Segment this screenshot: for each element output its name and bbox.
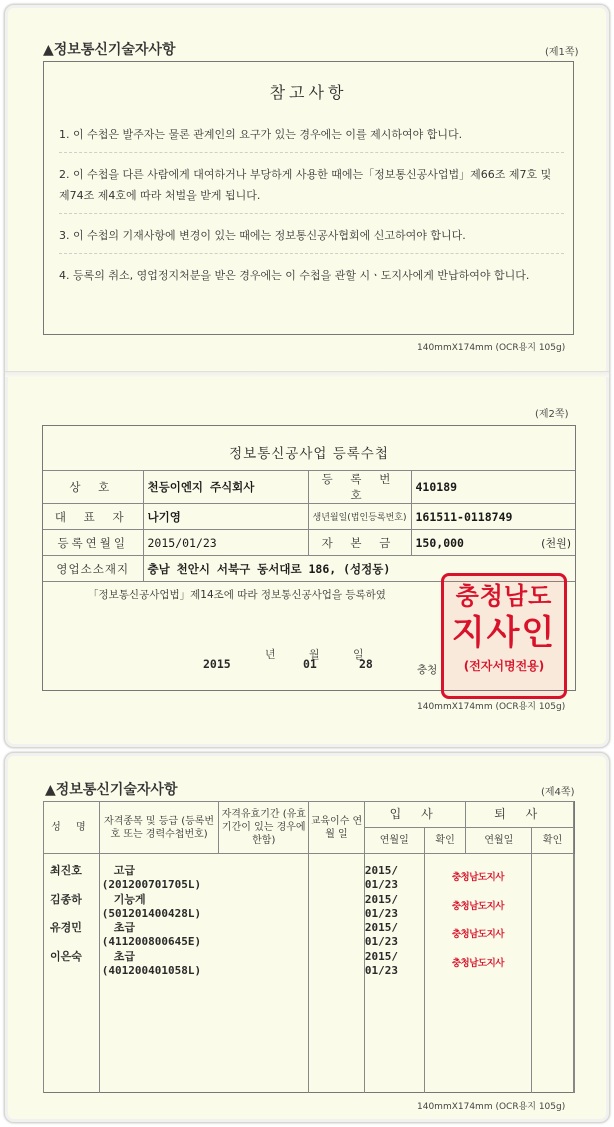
notes-box	[43, 61, 574, 335]
join-confirm-column	[424, 854, 531, 1093]
booklet-bottom-sheet	[4, 752, 610, 1123]
join-confirm-header: 확인	[424, 828, 466, 854]
qualification-number: (401200401058L)	[101, 964, 202, 978]
qualification-grade: 고급	[113, 864, 136, 877]
birth-label: 생년월일(법인등록번호)	[308, 504, 411, 530]
date-labels	[265, 646, 397, 662]
month-label: 월	[309, 648, 320, 661]
capital-amount: 150,000	[411, 530, 515, 556]
regdate-label: 등록연월일	[43, 530, 143, 556]
company-name: 천등이엔지 주식회사	[143, 471, 308, 504]
capital-label: 자 본 금	[308, 530, 411, 556]
paper-size-note: 140mmX174mm (OCR용지 105g)	[417, 1102, 566, 1112]
note-item: 3. 이 수첩의 기재사항에 변경이 있는 때에는 정보통신공사협회에 신고하여야 합니다.	[59, 225, 564, 254]
issue-year: 2015	[203, 657, 231, 671]
registration-title: 정보통신공사업 등록수첩	[229, 446, 389, 462]
join-date-header: 연월일	[364, 828, 424, 854]
company-label: 상 호	[43, 471, 143, 504]
leave-date-header: 연월일	[466, 828, 532, 854]
validity-header: 자격유효기간 (유효기간이 있는 경우에 한함)	[219, 802, 309, 854]
registration-number: 410189	[411, 471, 575, 504]
paper-size-note: 140mmX174mm (OCR용지 105g)	[417, 343, 566, 353]
leave-confirm-header: 확인	[532, 828, 574, 854]
day-label: 일	[353, 648, 364, 661]
paper-size-note: 140mmX174mm (OCR용지 105g)	[417, 702, 566, 712]
representative-name: 나기영	[143, 504, 308, 530]
join-year: 2015/	[364, 949, 398, 963]
qualification-header: 자격종목 및 등급 (등록번호 또는 경력수첩번호)	[99, 802, 219, 854]
qualification-grade: 기능게	[113, 892, 146, 906]
confirm-stamp: 충청남도지사	[451, 872, 504, 883]
official-seal	[441, 573, 567, 699]
note-item: 1. 이 수첩은 발주자는 물론 관계인의 요구가 있는 경우에는 이를 제시하여야 합니다.	[59, 124, 564, 153]
seal-line-2: 지사인	[451, 613, 557, 653]
technician-name: 최진호	[50, 864, 82, 877]
leave-header: 퇴 사	[466, 802, 574, 828]
join-date-column	[364, 854, 424, 1093]
page-number: (제4쪽)	[541, 787, 575, 798]
business-address: 충남 천안시 서북구 동서대로 186, (성정동)	[143, 556, 575, 582]
leave-date-column	[532, 854, 574, 1093]
address-label: 영업소소재지	[43, 556, 143, 582]
qualification-number: (501201400428L)	[101, 906, 202, 920]
notes-title: 참고사항	[269, 83, 348, 102]
technician-table	[43, 801, 575, 1093]
name-header: 성 명	[44, 802, 100, 854]
join-year: 2015/	[364, 892, 398, 906]
leave-confirm-column	[574, 854, 575, 1093]
page-number: (제2쪽)	[535, 409, 569, 420]
page-fold	[5, 371, 609, 377]
seal-line-3: (전자서명전용)	[463, 659, 545, 673]
registration-date: 2015/01/23	[143, 530, 308, 556]
name-column	[44, 854, 100, 1093]
registration-statement: 「정보통신공사업법」제14조에 따라 정보통신공사업을 등록하였	[88, 589, 386, 601]
note-item: 2. 이 수첩을 다른 사람에게 대여하거나 부당하게 사용한 때에는「정보통신공사업법」제66조 제7호 및 제74조 제4호에 따라 처벌을 받게 됩니다.	[59, 164, 564, 214]
join-day: 01/23	[364, 906, 398, 920]
seal-line-1: 충청남도	[455, 582, 553, 610]
join-day: 01/23	[364, 878, 398, 892]
confirm-stamp: 충청남도지사	[451, 957, 504, 969]
notes-list	[59, 124, 564, 304]
representative-label: 대 표 자	[43, 504, 143, 530]
technician-name: 김종하	[50, 892, 82, 906]
regno-label: 등 록 번 호	[308, 471, 411, 504]
join-day: 01/23	[364, 964, 398, 978]
join-day: 01/23	[364, 935, 398, 949]
page-number: (제1쪽)	[545, 47, 579, 58]
education-header: 교육이수 연 월 일	[309, 802, 365, 854]
join-year: 2015/	[364, 864, 398, 877]
registration-table	[43, 470, 575, 582]
qualification-grade: 초급	[113, 949, 136, 963]
qualification-number: (411200800645E)	[101, 935, 202, 949]
issue-month: 01	[303, 657, 317, 671]
confirm-stamp: 충청남도지사	[451, 929, 504, 941]
technician-name: 이은숙	[50, 949, 82, 963]
education-column	[309, 854, 365, 1093]
qualification-grade: 초급	[113, 921, 136, 935]
note-item: 4. 등록의 취소, 영업정지처분을 받은 경우에는 이 수첩을 관할 시ㆍ도지사에게 반납하여야 합니다.	[59, 269, 530, 282]
join-header: 입 사	[364, 802, 466, 828]
section-title: ▲정보통신기술자사항	[45, 782, 178, 798]
qualification-column	[99, 854, 308, 1093]
year-label: 년	[265, 648, 276, 661]
booklet-top-sheet	[4, 4, 610, 748]
section-title: ▲정보통신기술자사항	[43, 42, 176, 58]
issue-day: 28	[359, 657, 373, 671]
technician-name: 유경민	[50, 921, 82, 935]
qualification-number: (201200701705L)	[101, 878, 202, 892]
corporate-number: 161511-0118749	[411, 504, 575, 530]
join-year: 2015/	[364, 921, 398, 935]
issuer-partial: 충청	[417, 664, 438, 676]
confirm-stamp: 충청남도지사	[451, 900, 504, 912]
capital-unit: (천원)	[515, 530, 575, 556]
